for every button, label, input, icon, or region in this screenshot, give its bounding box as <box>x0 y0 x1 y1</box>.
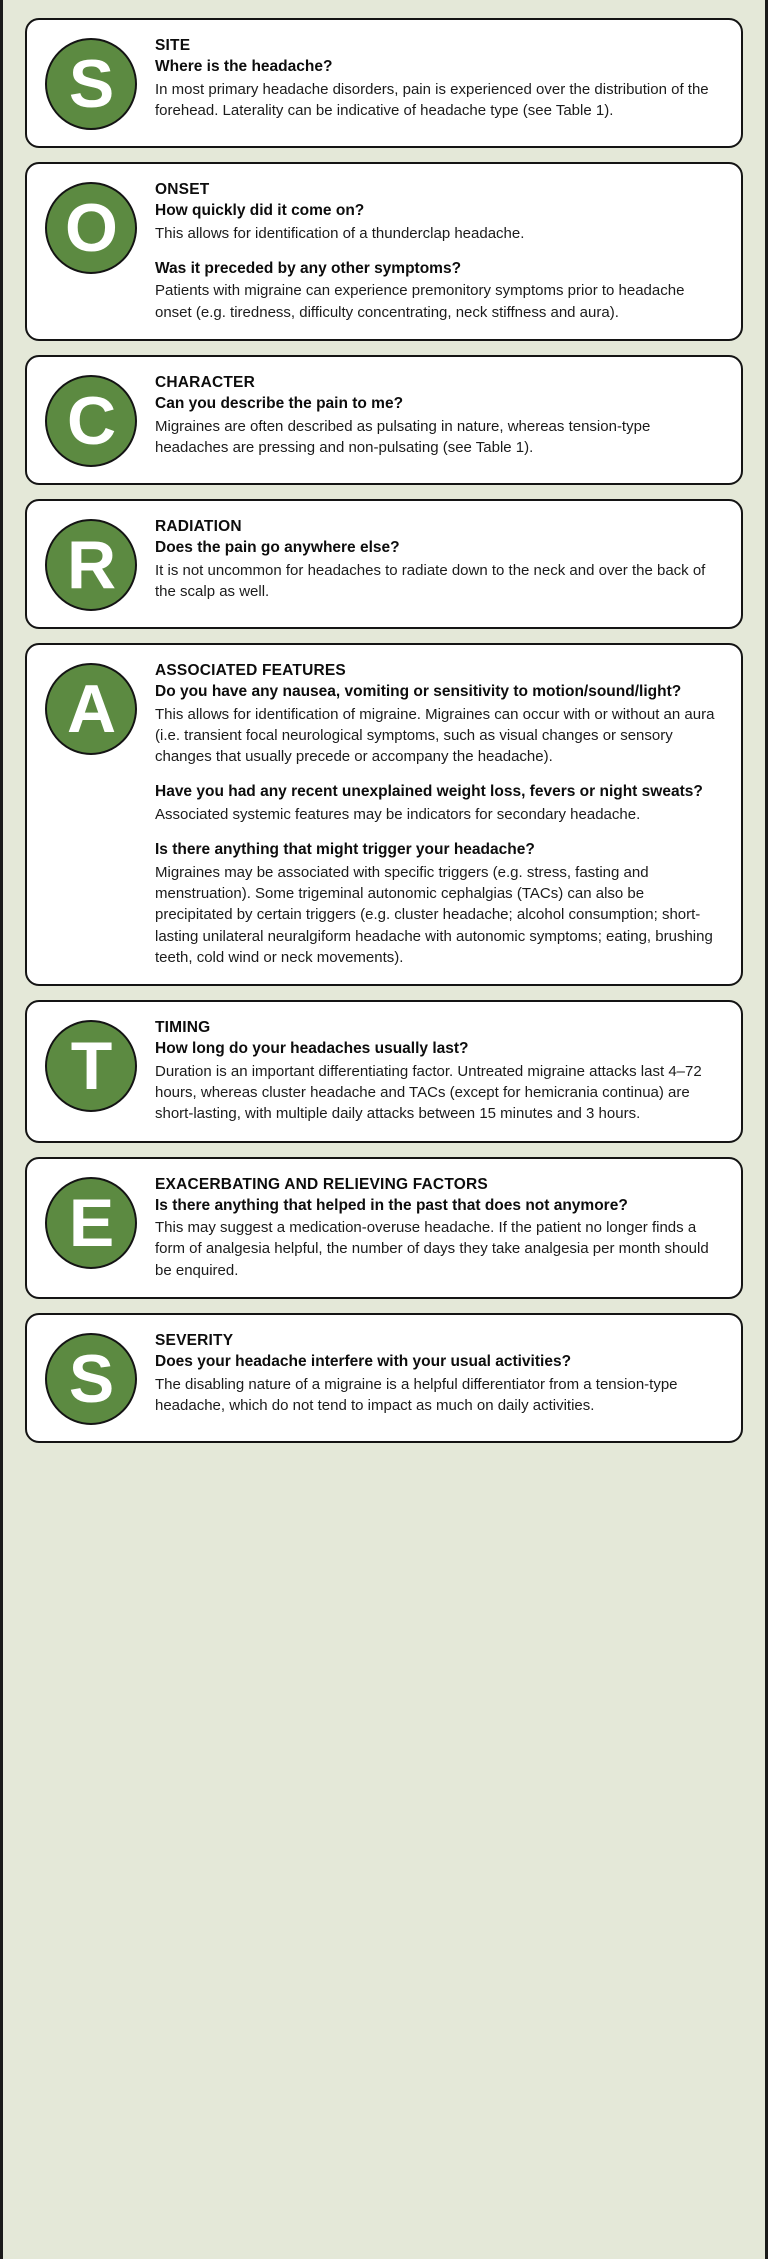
question-answer-block <box>155 538 725 602</box>
answer-text: This may suggest a medication-overuse headache. If the patient no longer finds a form of analgesia helpful, the number of days they take analgesia per month should be enquired. <box>155 1219 709 1279</box>
letter-badge-icon: T <box>45 1020 137 1112</box>
question-text: How long do your headaches usually last? <box>155 1040 469 1058</box>
card-body <box>155 515 725 602</box>
socrates-card-timing <box>25 1000 743 1142</box>
letter-badge-icon: S <box>45 38 137 130</box>
card-body <box>155 178 725 323</box>
question-answer-block <box>155 394 725 458</box>
question-answer-block <box>155 201 725 244</box>
answer-text: This allows for identification of migraine. Migraines can occur with or without an aura (i.e. transient focal neurological symptoms, such as visual changes or sensory changes that usually precede or accompany the headache). <box>155 705 715 766</box>
socrates-card-site <box>25 18 743 148</box>
card-category-heading: EXACERBATING AND RELIEVING FACTORS <box>155 1175 488 1193</box>
socrates-card-associated-features <box>25 643 743 986</box>
letter-badge-icon: A <box>45 663 137 755</box>
letter-badge-icon: E <box>45 1177 137 1269</box>
letter-badge-wrapper <box>41 34 141 130</box>
question-text: Where is the headache? <box>155 58 333 76</box>
question-answer-block <box>155 782 725 825</box>
question-answer-block <box>155 259 725 323</box>
letter-badge-wrapper <box>41 178 141 274</box>
question-answer-block <box>155 682 725 767</box>
answer-text: The disabling nature of a migraine is a helpful differentiator from a tension-type headache, which do not tend to impact as much on daily activities. <box>155 1375 678 1414</box>
socrates-card-radiation <box>25 499 743 629</box>
card-category-heading: SEVERITY <box>155 1332 234 1350</box>
letter-badge-wrapper <box>41 659 141 755</box>
letter-badge-wrapper <box>41 1016 141 1112</box>
question-text: Was it preceded by any other symptoms? <box>155 259 462 277</box>
letter-badge-wrapper <box>41 515 141 611</box>
card-category-heading: SITE <box>155 37 191 54</box>
socrates-card-severity <box>25 1313 743 1443</box>
answer-text: It is not uncommon for headaches to radiate down to the neck and over the back of the scalp as well. <box>155 561 706 600</box>
question-text: Is there anything that helped in the past that does not anymore? <box>155 1196 628 1214</box>
question-text: Can you describe the pain to me? <box>155 395 404 413</box>
answer-text: Migraines are often described as pulsating in nature, whereas tension-type headaches are pressing and non-pulsating (see Table 1). <box>155 417 651 456</box>
card-body <box>155 34 725 121</box>
socrates-card-character <box>25 355 743 485</box>
answer-text: Patients with migraine can experience premonitory symptoms prior to headache onset (e.g. tiredness, difficulty concentrating, neck stiffness and aura). <box>155 282 685 321</box>
question-text: Have you had any recent unexplained weight loss, fevers or night sweats? <box>155 783 703 801</box>
card-category-heading: ASSOCIATED FEATURES <box>155 661 346 679</box>
answer-text: Associated systemic features may be indicators for secondary headache. <box>155 805 641 823</box>
card-body <box>155 1016 725 1124</box>
card-category-heading: TIMING <box>155 1019 211 1037</box>
question-text: Do you have any nausea, vomiting or sensitivity to motion/sound/light? <box>155 683 682 701</box>
answer-text: This allows for identification of a thunderclap headache. <box>155 224 525 242</box>
letter-badge-icon: S <box>45 1333 137 1425</box>
question-answer-block <box>155 1352 725 1416</box>
letter-badge-icon: R <box>45 519 137 611</box>
card-body <box>155 1329 725 1416</box>
card-category-heading: ONSET <box>155 181 210 198</box>
question-text: How quickly did it come on? <box>155 202 365 220</box>
card-category-heading: RADIATION <box>155 517 242 535</box>
socrates-card-exacerbating-and-relieving-factors <box>25 1157 743 1299</box>
letter-badge-wrapper <box>41 1329 141 1425</box>
question-answer-block <box>155 1039 725 1124</box>
socrates-card-onset <box>25 162 743 341</box>
question-text: Is there anything that might trigger your headache? <box>155 841 535 859</box>
question-answer-block <box>155 57 725 121</box>
card-body <box>155 371 725 458</box>
card-body <box>155 659 725 968</box>
letter-badge-icon: C <box>45 375 137 467</box>
letter-badge-icon: O <box>45 182 137 274</box>
answer-text: Migraines may be associated with specific triggers (e.g. stress, fasting and menstruation). Some trigeminal autonomic cephalgias (TACs) can also be precipitated by certain triggers (e.g. cluster headache; alcohol consumption; short-lasting unilateral neuralgiform headache with autonomic symptoms; eating, brushing teeth, cold wind or neck movements). <box>155 863 713 966</box>
question-text: Does the pain go anywhere else? <box>155 539 400 557</box>
card-body <box>155 1173 725 1281</box>
letter-badge-wrapper <box>41 371 141 467</box>
question-text: Does your headache interfere with your usual activities? <box>155 1353 572 1371</box>
answer-text: Duration is an important differentiating factor. Untreated migraine attacks last 4–72 hours, whereas cluster headache and TACs (except for hemicrania continua) are short-lasting, with multiple daily attacks between 15 minutes and 3 hours. <box>155 1062 702 1123</box>
answer-text: In most primary headache disorders, pain is experienced over the distribution of the forehead. Laterality can be indicative of headache type (see Table 1). <box>155 80 709 119</box>
letter-badge-wrapper <box>41 1173 141 1269</box>
card-category-heading: CHARACTER <box>155 373 255 391</box>
question-answer-block <box>155 1196 725 1281</box>
question-answer-block <box>155 840 725 968</box>
